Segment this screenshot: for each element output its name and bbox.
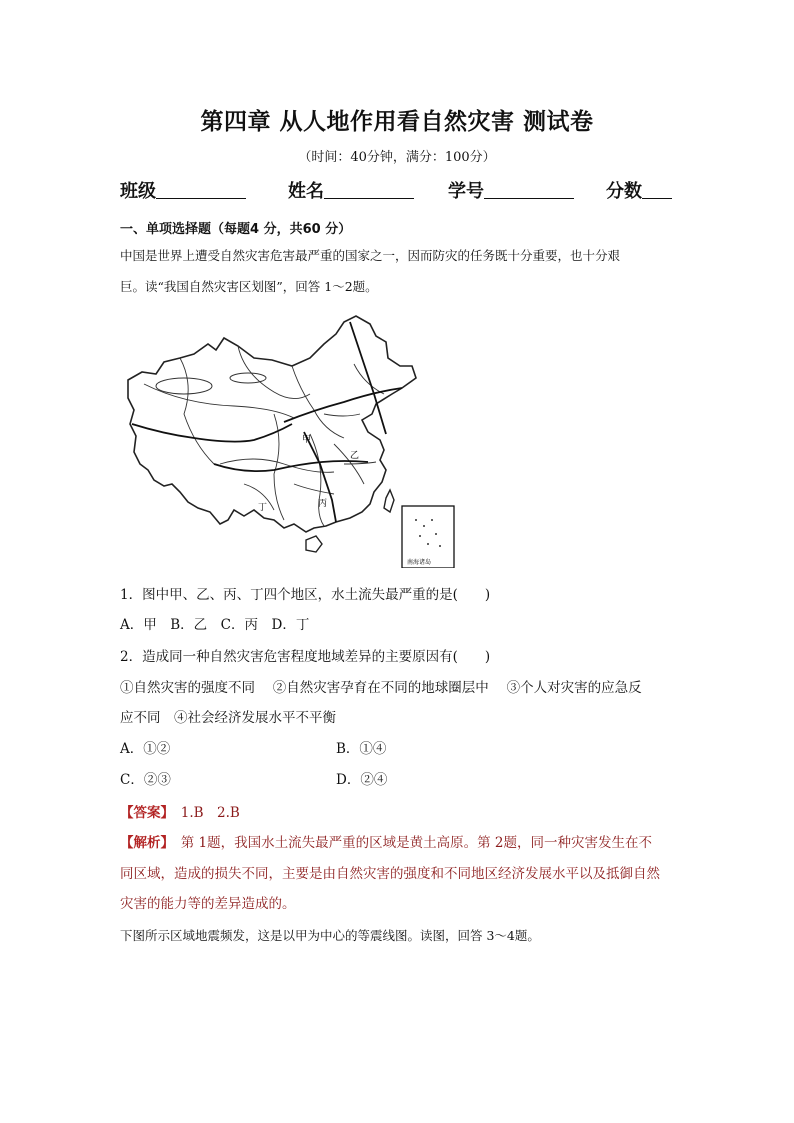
intro-line-1: 中国是世界上遭受自然灾害危害最严重的国家之一，因而防灾的任务既十分重要，也十分艰: [120, 248, 621, 263]
q1-options: A．甲 B．乙 C．丙 D．丁: [120, 617, 310, 633]
class-field[interactable]: [120, 177, 246, 203]
basin-contours: [156, 373, 266, 394]
analysis-text-1: 第 1题，我国水土流失最严重的区域是黄土高原。第 2题，同一种灾害发生在不: [167, 835, 653, 851]
analysis-label: 【解析】: [120, 835, 168, 851]
next-question-intro: 下图所示区域地震频发，这是以甲为中心的等震线图。读图，回答 3～4题。: [120, 928, 540, 943]
analysis-line-3: 灾害的能力等的差异造成的。: [120, 896, 296, 912]
student-id-field[interactable]: [448, 177, 574, 203]
name-label: 姓名: [288, 181, 324, 202]
answer-line: [120, 801, 240, 821]
student-id-blank[interactable]: [484, 180, 574, 199]
region-label-jia: 甲: [302, 435, 312, 445]
q2-option-a: A．①②: [120, 741, 171, 757]
q2-option-b: B．①④: [336, 741, 387, 757]
region-label-ding: 丁: [258, 503, 268, 513]
score-blank[interactable]: [642, 180, 672, 199]
zone-boundaries: [132, 322, 402, 522]
name-field[interactable]: [288, 177, 414, 203]
analysis-line-1: [120, 831, 652, 851]
china-disaster-map: [124, 314, 460, 568]
inset-label: 南海诸岛: [407, 559, 432, 566]
page-title: 第四章 从人地作用看自然灾害 测试卷: [200, 109, 594, 135]
score-field[interactable]: [606, 177, 672, 203]
section-heading: 一、单项选择题（每题4 分，共60 分）: [120, 222, 352, 237]
china-outline: [128, 316, 416, 532]
q2-option-c: C．②③: [120, 772, 171, 788]
taiwan-island: [384, 490, 394, 512]
class-blank[interactable]: [156, 180, 246, 199]
q2-statement-line-2: 应不同 ④社会经济发展水平不平衡: [120, 710, 336, 726]
q2-option-d: D．②④: [336, 772, 388, 788]
answer-text: 1.B 2.B: [167, 805, 240, 821]
class-label: 班级: [120, 181, 156, 202]
name-blank[interactable]: [324, 180, 414, 199]
q2-stem: 2．造成同一种自然灾害危害程度地域差异的主要原因有( ): [120, 649, 491, 665]
q2-statement-line-1: ①自然灾害的强度不同 ②自然灾害孕育在不同的地球圈层中 ③个人对灾害的应急反: [120, 680, 642, 696]
intro-line-2: 巨。读“我国自然灾害区划图”，回答 1～2题。: [120, 279, 378, 294]
region-label-yi: 乙: [350, 451, 360, 461]
q1-stem: 1．图中甲、乙、丙、丁四个地区，水土流失最严重的是( ): [120, 587, 491, 603]
score-label: 分数: [606, 181, 642, 202]
answer-label: 【答案】: [120, 805, 168, 821]
exam-time-score: （时间：40分钟，满分：100分）: [298, 150, 496, 165]
region-label-bing: 丙: [318, 499, 328, 509]
student-info-row: [120, 177, 680, 201]
hainan-island: [306, 536, 322, 552]
student-id-label: 学号: [448, 181, 484, 202]
analysis-line-2: 同区域，造成的损失不同，主要是由自然灾害的强度和不同地区经济发展水平以及抵御自然: [120, 866, 660, 882]
